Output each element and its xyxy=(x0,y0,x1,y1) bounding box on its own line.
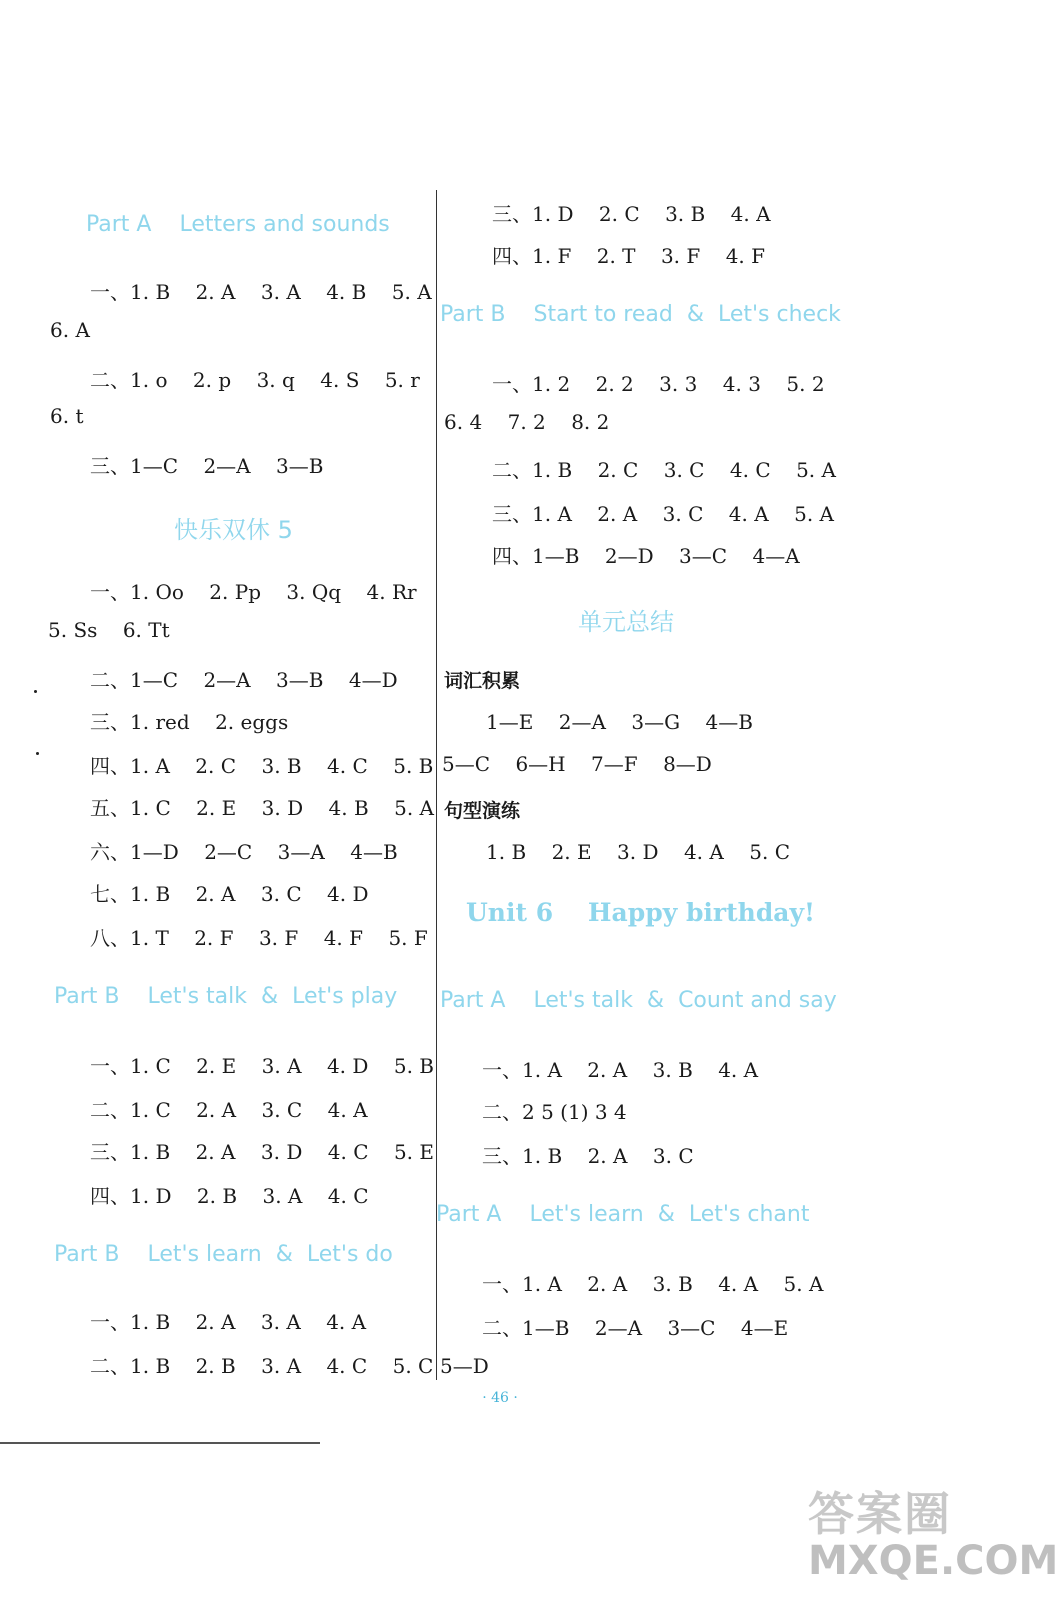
answer-line: 1—E 2—A 3—G 4—B xyxy=(486,710,753,734)
subsection-heading: 词汇积累 xyxy=(444,670,521,692)
answer-line: 二、2 5 (1) 3 4 xyxy=(482,1100,627,1124)
answer-line: 二、1. B 2. C 3. C 4. C 5. A xyxy=(492,458,836,482)
answer-line: 1. B 2. E 3. D 4. A 5. C xyxy=(486,840,790,864)
section-heading: Part B Let's talk & Let's play xyxy=(54,984,398,1009)
answer-line: 一、1. A 2. A 3. B 4. A xyxy=(482,1058,759,1082)
answer-line: 四、1. D 2. B 3. A 4. C xyxy=(90,1184,369,1208)
answer-line: 5—C 6—H 7—F 8—D xyxy=(442,752,712,776)
section-heading: 单元总结 xyxy=(578,608,674,636)
answer-line: 四、1—B 2—D 3—C 4—A xyxy=(492,544,800,568)
answer-line: 6. A xyxy=(50,318,90,342)
unit-heading: Unit 6 Happy birthday! xyxy=(466,898,815,927)
answer-line: 5—D xyxy=(440,1354,489,1378)
bottom-rule xyxy=(0,1442,320,1444)
answer-line: 三、1. B 2. A 3. C xyxy=(482,1144,694,1168)
answer-line: 一、1. B 2. A 3. A 4. A xyxy=(90,1310,367,1334)
speck xyxy=(34,690,37,693)
answer-line: 三、1—C 2—A 3—B xyxy=(90,454,324,478)
answer-line: 6. t xyxy=(50,404,84,428)
page-number: · 46 · xyxy=(482,1390,518,1406)
answer-line: 6. 4 7. 2 8. 2 xyxy=(444,410,610,434)
section-heading: Part A Let's talk & Count and say xyxy=(440,988,837,1013)
answer-line: 一、1. Oo 2. Pp 3. Qq 4. Rr xyxy=(90,580,417,604)
answer-line: 一、1. A 2. A 3. B 4. A 5. A xyxy=(482,1272,824,1296)
answer-line: 六、1—D 2—C 3—A 4—B xyxy=(90,840,398,864)
section-heading: Part A Let's learn & Let's chant xyxy=(436,1202,810,1227)
answer-line: 三、1. B 2. A 3. D 4. C 5. E xyxy=(90,1140,434,1164)
answer-line: 五、1. C 2. E 3. D 4. B 5. A xyxy=(90,796,434,820)
answer-line: 七、1. B 2. A 3. C 4. D xyxy=(90,882,369,906)
watermark-top: 答案圈 xyxy=(808,1487,952,1541)
answer-line: 八、1. T 2. F 3. F 4. F 5. F xyxy=(90,926,428,950)
speck xyxy=(36,752,39,755)
section-heading: Part B Let's learn & Let's do xyxy=(54,1242,393,1267)
answer-line: 三、1. red 2. eggs xyxy=(90,710,289,734)
answer-line: 四、1. A 2. C 3. B 4. C 5. B xyxy=(90,754,434,778)
watermark-bottom: MXQE.COM xyxy=(808,1538,1058,1584)
answer-line: 三、1. D 2. C 3. B 4. A xyxy=(492,202,771,226)
answer-line: 二、1. B 2. B 3. A 4. C 5. C xyxy=(90,1354,434,1378)
answer-line: 一、1. C 2. E 3. A 4. D 5. B xyxy=(90,1054,434,1078)
answer-line: 一、1. 2 2. 2 3. 3 4. 3 5. 2 xyxy=(492,372,825,396)
section-heading: Part B Start to read & Let's check xyxy=(440,302,841,327)
answer-line: 一、1. B 2. A 3. A 4. B 5. A xyxy=(90,280,432,304)
answer-line: 二、1. o 2. p 3. q 4. S 5. r xyxy=(90,368,420,392)
answer-line: 三、1. A 2. A 3. C 4. A 5. A xyxy=(492,502,834,526)
answer-line: 5. Ss 6. Tt xyxy=(48,618,170,642)
answer-line: 二、1. C 2. A 3. C 4. A xyxy=(90,1098,368,1122)
answer-line: 二、1—C 2—A 3—B 4—D xyxy=(90,668,398,692)
subsection-heading: 句型演练 xyxy=(444,800,521,822)
answer-line: 二、1—B 2—A 3—C 4—E xyxy=(482,1316,789,1340)
watermark-logo xyxy=(808,1478,1058,1590)
section-heading: 快乐双休 5 xyxy=(174,516,293,544)
section-heading: Part A Letters and sounds xyxy=(86,212,390,237)
answer-line: 四、1. F 2. T 3. F 4. F xyxy=(492,244,766,268)
